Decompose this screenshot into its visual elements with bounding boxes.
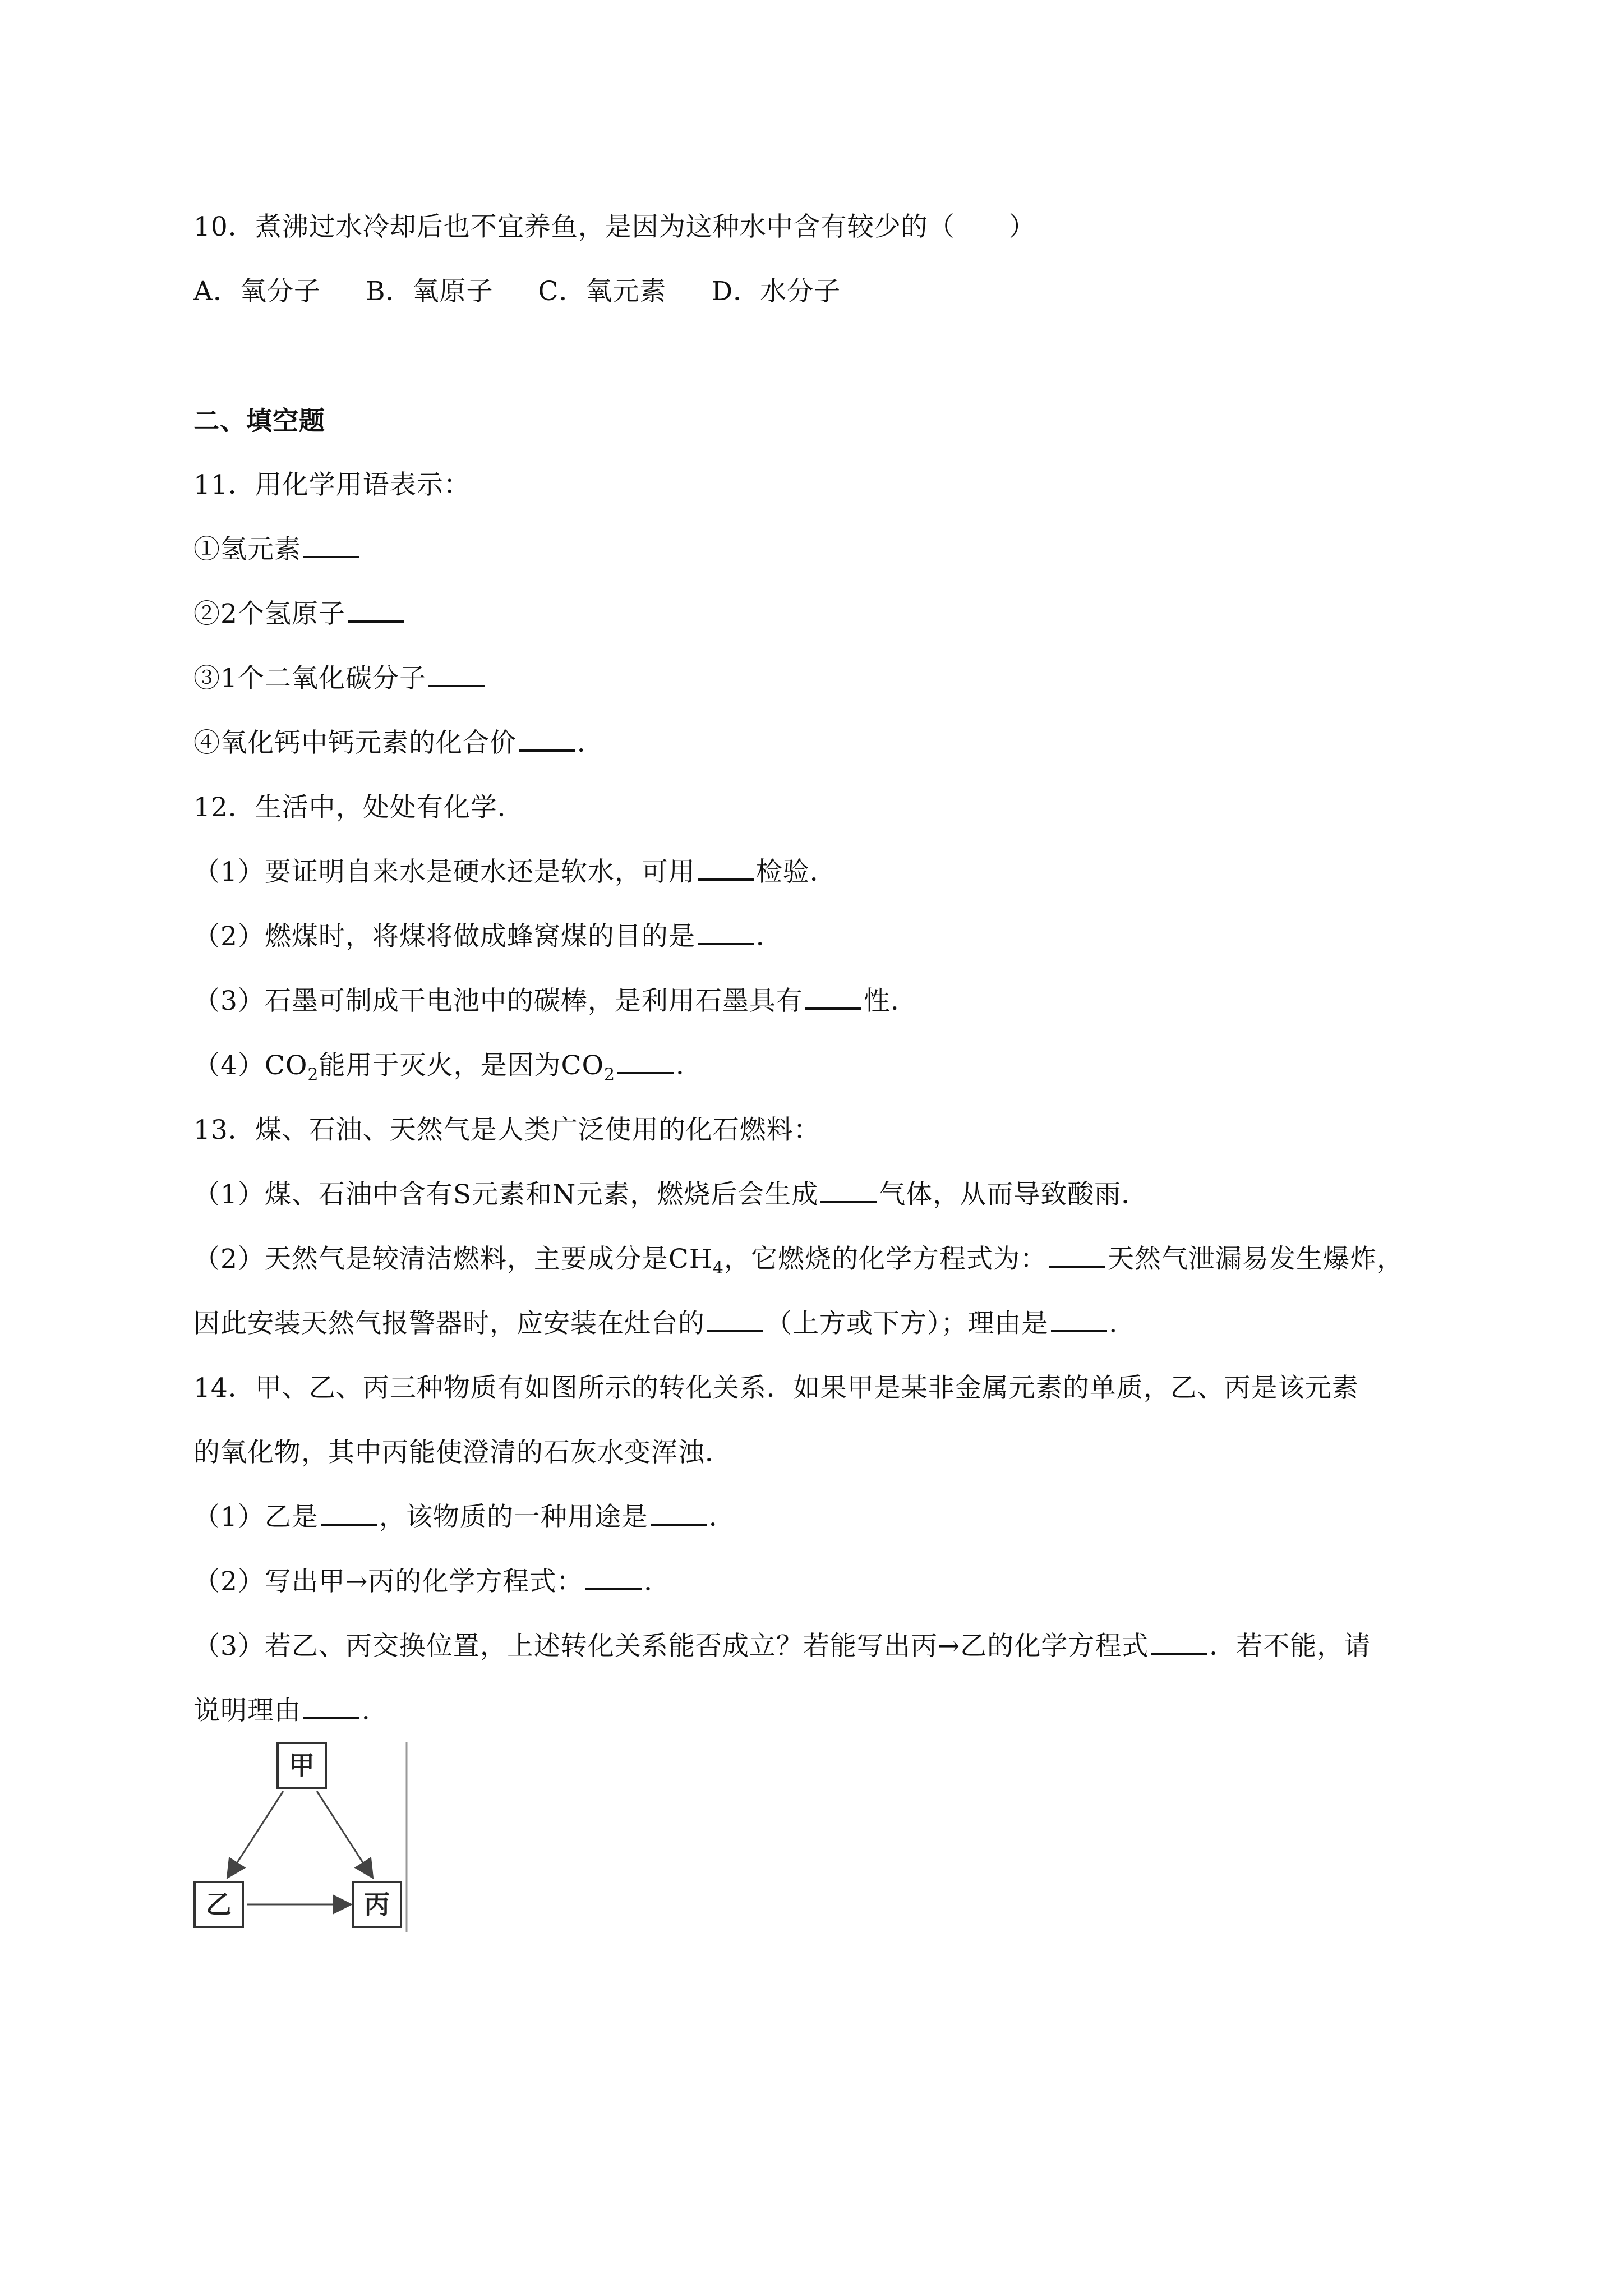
q10-option-c: C．氧元素 [538, 276, 667, 307]
q10-stem: 10．煮沸过水冷却后也不宜养鱼，是因为这种水中含有较少的（ ） [193, 211, 1036, 242]
box-yi: 乙 [193, 1881, 244, 1928]
q14-part-1 [193, 1501, 736, 1534]
answer-blank[interactable] [1051, 1308, 1107, 1332]
q11-item-4-text: ④氧化钙中钙元素的化合价 [193, 728, 517, 758]
q11-stem: 11．用化学用语表示： [193, 470, 471, 500]
q10-option-a: A．氧分子 [193, 276, 321, 307]
answer-blank[interactable] [1151, 1630, 1207, 1655]
subscript: 4 [712, 1258, 724, 1278]
q12-part-3 [193, 984, 917, 1018]
q11-item-2-text: ②2个氢原子 [193, 599, 345, 629]
q14-stem-2: 的氧化物，其中丙能使澄清的石灰水变浑浊． [193, 1437, 732, 1468]
q11-item-2 [193, 597, 406, 631]
q14-part-1-b: ，该物质的一种用途是 [379, 1502, 648, 1533]
box-bing: 丙 [352, 1881, 402, 1928]
q14-part-2-a: （2）写出甲→丙的化学方程式： [193, 1566, 584, 1597]
answer-blank[interactable] [303, 1695, 359, 1719]
q14-part-2-b: ． [644, 1566, 671, 1597]
q12-part-2 [193, 920, 783, 954]
q10-options [193, 275, 886, 309]
q14-part-3-b: ．若不能，请 [1209, 1631, 1371, 1662]
section-title: 二、填空题 [193, 406, 325, 436]
q13-part-1-a: （1）煤、石油中含有S元素和N元素，燃烧后会生成 [193, 1179, 819, 1210]
q12-part-2-b: ． [755, 921, 783, 952]
answer-blank[interactable] [428, 662, 485, 687]
q14-part-3-d: ． [362, 1695, 389, 1726]
q10-option-b: B．氧原子 [365, 276, 494, 307]
answer-blank[interactable] [820, 1179, 877, 1203]
q13-part-2-e: （上方或下方）；理由是 [766, 1308, 1049, 1339]
arrow-jia-to-bing [317, 1791, 372, 1876]
answer-blank[interactable] [1049, 1243, 1105, 1268]
answer-blank[interactable] [617, 1050, 674, 1074]
arrow-jia-to-yi [228, 1791, 283, 1876]
q13-part-2-f: ． [1109, 1308, 1136, 1339]
q13-part-2-d: 因此安装天然气报警器时，应安装在灶台的 [193, 1308, 705, 1339]
q12-part-4 [193, 1049, 703, 1083]
subscript: 2 [604, 1065, 616, 1085]
answer-blank[interactable] [805, 985, 861, 1010]
q11-item-3 [193, 662, 487, 696]
answer-blank[interactable] [519, 727, 575, 752]
q13-part-2-a: （2）天然气是较清洁燃料，主要成分是CH [193, 1244, 713, 1274]
q12-part-1 [193, 855, 837, 889]
q14-part-3-c: 说明理由 [193, 1695, 301, 1726]
q13-part-1-b: 气体，从而导致酸雨． [879, 1179, 1149, 1210]
answer-blank[interactable] [321, 1501, 377, 1526]
answer-blank[interactable] [707, 1308, 763, 1332]
q12-part-4-b: 能用于灭火，是因为CO [319, 1050, 604, 1081]
q12-part-2-a: （2）燃煤时，将煤将做成蜂窝煤的目的是 [193, 921, 695, 952]
q12-part-3-b: 性． [863, 986, 917, 1016]
q12-stem: 12．生活中，处处有化学． [193, 792, 524, 823]
q12-part-4-c: ． [676, 1050, 703, 1081]
answer-blank[interactable] [303, 533, 359, 558]
answer-blank[interactable] [698, 856, 754, 881]
subscript: 2 [307, 1065, 319, 1085]
q14-part-1-c: ． [708, 1502, 736, 1533]
q11-item-1 [193, 533, 362, 567]
q12-part-3-a: （3）石墨可制成干电池中的碳棒，是利用石墨具有 [193, 986, 803, 1016]
q14-stem-1: 14．甲、乙、丙三种物质有如图所示的转化关系．如果甲是某非金属元素的单质，乙、丙是该元素 [193, 1373, 1359, 1404]
q13-stem: 13．煤、石油、天然气是人类广泛使用的化石燃料： [193, 1115, 820, 1145]
q13-part-2 [193, 1243, 1404, 1276]
q14-part-3 [193, 1630, 1371, 1663]
answer-blank[interactable] [348, 598, 404, 623]
q12-part-1-a: （1）要证明自来水是硬水还是软水，可用 [193, 857, 695, 887]
q12-part-4-a: （4）CO [193, 1050, 308, 1081]
q13-part-2-c: 天然气泄漏易发生爆炸， [1107, 1244, 1404, 1274]
transformation-diagram [193, 1742, 418, 1938]
q11-item-3-text: ③1个二氧化碳分子 [193, 663, 426, 694]
answer-blank[interactable] [698, 921, 754, 945]
q14-part-3-a: （3）若乙、丙交换位置，上述转化关系能否成立？若能写出丙→乙的化学方程式 [193, 1631, 1149, 1662]
answer-blank[interactable] [585, 1566, 642, 1590]
q13-part-2-b: ，它燃烧的化学方程式为： [723, 1244, 1047, 1274]
q13-part-2-cont [193, 1307, 1136, 1341]
q12-part-1-b: 检验． [755, 857, 837, 887]
box-jia: 甲 [276, 1742, 327, 1789]
answer-blank[interactable] [651, 1501, 707, 1526]
q14-part-3-cont [193, 1694, 389, 1728]
q13-part-1 [193, 1178, 1148, 1212]
q10-option-d: D．水分子 [711, 276, 841, 307]
q14-part-1-a: （1）乙是 [193, 1502, 319, 1533]
q11-item-1-text: ①氢元素 [193, 534, 301, 565]
q14-part-2 [193, 1565, 671, 1599]
q11-end: ． [577, 728, 604, 758]
q11-item-4 [193, 726, 604, 760]
